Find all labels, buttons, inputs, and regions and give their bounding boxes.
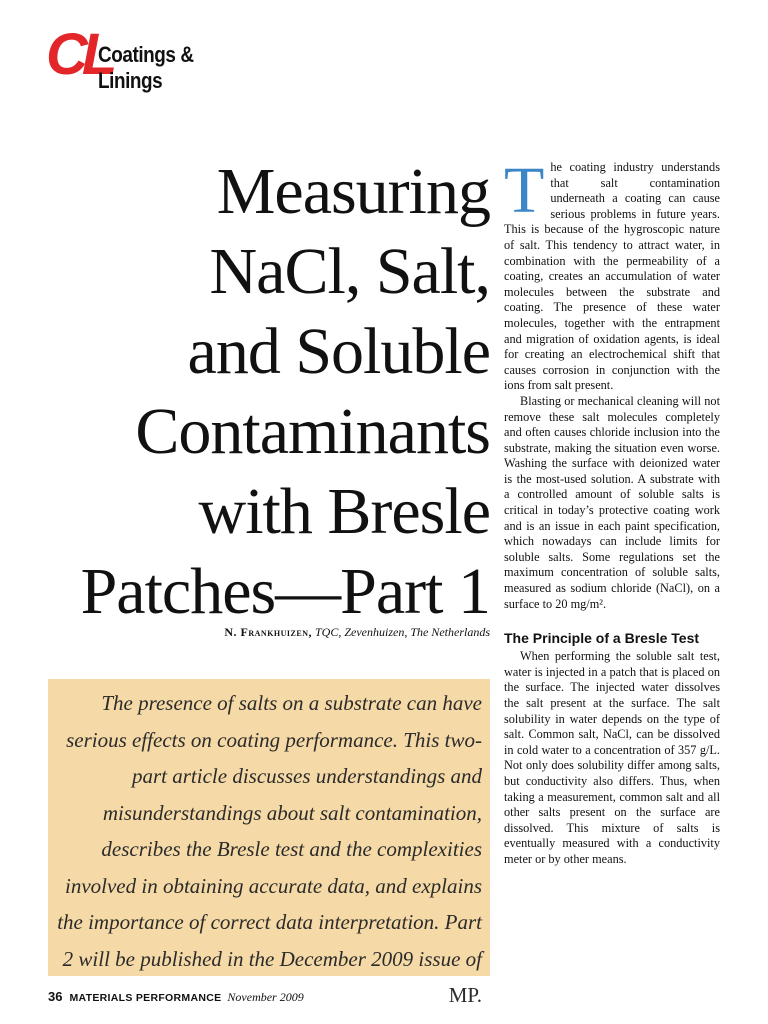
title-line: and Soluble: [187, 315, 490, 388]
title-line: NaCl, Salt,: [209, 235, 490, 308]
title-line: with Bresle: [198, 475, 490, 548]
title-line: Contaminants: [135, 395, 490, 468]
byline: [30, 624, 490, 640]
author-name: N. Frankhuizen,: [224, 625, 312, 639]
body-paragraph: Blasting or mechanical cleaning will not remove these salt molecules completely and often causes chloride inclusion into the substrate, making the situation even worse. Washing the surface with deionized water is the most-used solution. A substrate with a controlled amount of soluble salts is critical in today’s protective coating work and is an issue in each paint specification, which nowadays can include limits for soluble salts. Some regulations set the maximum concentration of soluble salts, measured as sodium chloride (NaCl), on a surface to 20 mg/m².: [504, 393, 720, 611]
body-paragraph: When performing the soluble salt test, water is injected in a patch that is placed on the surface. The injected water dissolves the salt present at the surface. The salt solubility in water depends on the type of salt. Common salt, NaCl, can be dissolved in cold water to a concentration of 357 g/L. Not only does solubility differ among salts, but conductivity also differs. Thus, when taking a measurement, common salt and all other salts present on the surface are dissolved. This mixture of salts is eventually measured with a conductivity meter or by other means.: [504, 649, 720, 866]
magazine-name: MATERIALS PERFORMANCE: [69, 992, 222, 1004]
abstract-publication: MP.: [448, 983, 482, 1007]
abstract-text: [48, 685, 482, 1014]
article-title: [30, 152, 490, 632]
title-line: Patches—Part 1: [80, 555, 490, 628]
abstract-body: The presence of salts on a substrate can have serious effects on coating performance. This two-part article discusses understandings and misunderstandings about salt contamination, describes the Bresle test and the complexities involved in obtaining accurate data, and explains the importance of correct data interpretation. Part 2 will be published in the December 2009 issue of: [57, 691, 482, 971]
section-logo: [46, 22, 266, 93]
logo-mark: CL: [46, 22, 112, 87]
drop-cap: T: [504, 154, 545, 227]
section-heading: The Principle of a Bresle Test: [504, 630, 700, 647]
page-footer: [48, 988, 304, 1006]
section-name: Coatings & Linings: [98, 42, 194, 93]
page-number: 36: [48, 989, 63, 1004]
title-line: Measuring: [216, 155, 490, 228]
body-paragraph: [504, 154, 720, 394]
issue-date: November 2009: [227, 990, 304, 1004]
paragraph-text: he coating industry understands that salt contamination underneath a coating can cause serious problems in future years. This is because of the hygroscopic nature of salt. This tendency to attract water, in combination with the permeability of a coating, creates an accumulation of water molecules between the substrate and coating. The presence of these water molecules, together with the entrapment and migration of oxidation agents, is ideal for creating an electrochemical shift that causes corrosion in conjunction with the ions from salt present.: [504, 160, 720, 393]
author-affiliation: TQC, Zevenhuizen, The Netherlands: [315, 625, 490, 639]
body-column: [504, 154, 720, 868]
